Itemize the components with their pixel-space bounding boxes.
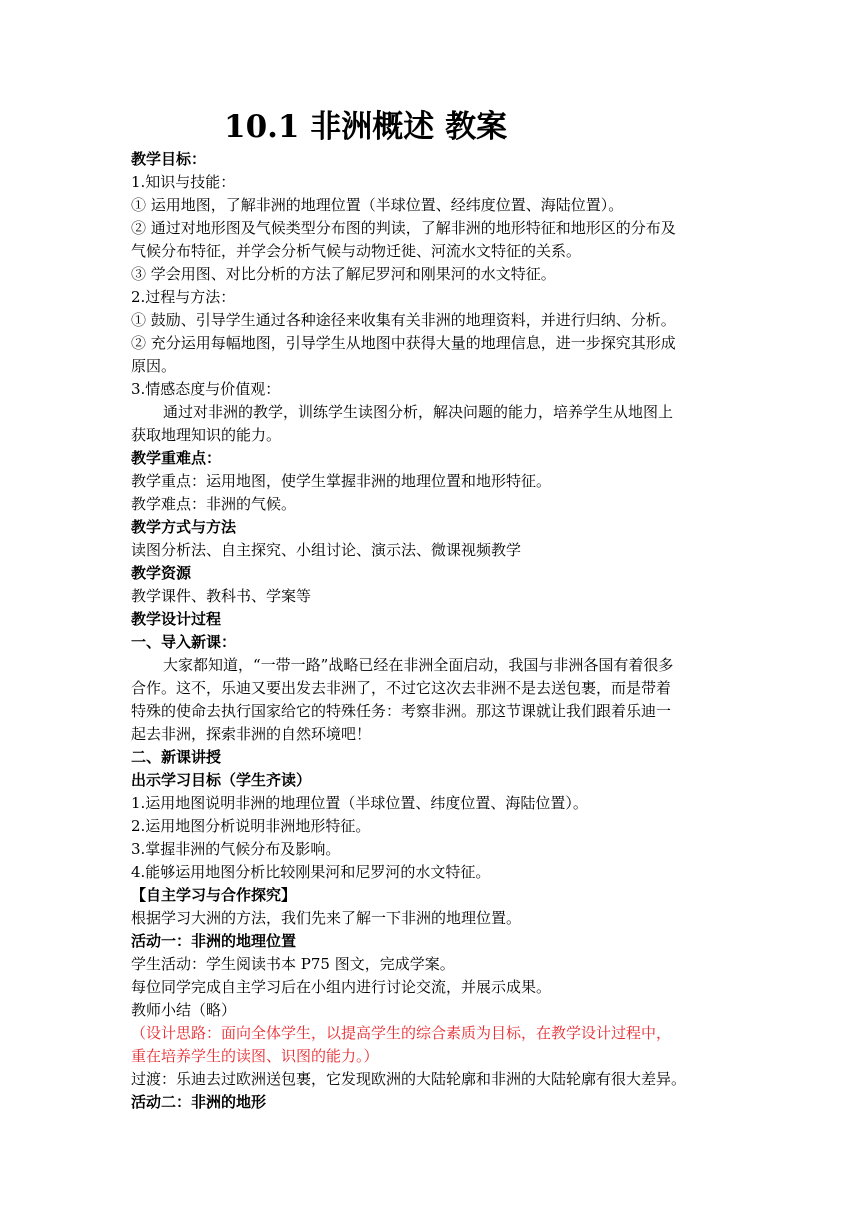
text-line: 过渡：乐迪去过欧洲送包裹，它发现欧洲的大陆轮廓和非洲的大陆轮廓有很大差异。 [131, 1070, 687, 1088]
section-heading: 教学资源 [131, 564, 192, 582]
text-line: 读图分析法、自主探究、小组讨论、演示法、微课视频教学 [131, 541, 522, 559]
text-line: 2.运用地图分析说明非洲地形特征。 [131, 817, 371, 835]
text-line: （设计思路：面向全体学生，以提高学生的综合素质为目标，在教学设计过程中， [131, 1024, 672, 1042]
text-line: ② 充分运用每幅地图，引导学生从地图中获得大量的地理信息，进一步探究其形成 [131, 334, 676, 352]
text-line: 重在培养学生的读图、识图的能力。） [131, 1047, 379, 1065]
document-title: 10.1 非洲概述 教案 [224, 109, 508, 145]
text-line: ② 通过对地形图及气候类型分布图的判读，了解非洲的地形特征和地形区的分布及 [131, 219, 676, 237]
section-heading: 教学方式与方法 [131, 518, 237, 536]
section-heading: 教学重难点： [131, 449, 222, 467]
text-line: 2.过程与方法： [131, 288, 236, 306]
text-line: 3.情感态度与价值观： [131, 380, 281, 398]
section-heading: 一、导入新课： [131, 633, 237, 651]
text-line: 合作。这不，乐迪又要出发去非洲了，不过它这次去非洲不是去送包裹，而是带着 [131, 679, 672, 697]
text-line: 1.运用地图说明非洲的地理位置（半球位置、纬度位置、海陆位置）。 [131, 794, 588, 812]
text-line: ③ 学会用图、对比分析的方法了解尼罗河和刚果河的水文特征。 [131, 265, 556, 283]
text-line: 大家都知道，“一带一路”战略已经在非洲全面启动，我国与非洲各国有着很多 [163, 656, 674, 674]
text-line: 学生活动：学生阅读书本 P75 图文，完成学案。 [131, 955, 455, 973]
text-line: ① 运用地图，了解非洲的地理位置（半球位置、经纬度位置、海陆位置）。 [131, 196, 624, 214]
text-line: 教学难点：非洲的气候。 [131, 495, 297, 513]
text-line: 1.知识与技能： [131, 173, 236, 191]
text-line: 原因。 [131, 357, 177, 375]
text-line: 每位同学完成自主学习后在小组内进行讨论交流，并展示成果。 [131, 978, 552, 996]
document-body [131, 148, 767, 1114]
text-line: 教学重点：运用地图，使学生掌握非洲的地理位置和地形特征。 [131, 472, 552, 490]
section-heading: 活动二：非洲的地形 [131, 1093, 267, 1111]
text-line: 起去非洲，探索非洲的自然环境吧！ [131, 725, 372, 743]
text-line: 3.掌握非洲的气候分布及影响。 [131, 840, 341, 858]
section-heading: 出示学习目标（学生齐读） [131, 771, 312, 789]
section-heading: 教学设计过程 [131, 610, 222, 628]
section-heading: 【自主学习与合作探究】 [131, 886, 297, 904]
text-line: 4.能够运用地图分析比较刚果河和尼罗河的水文特征。 [131, 863, 491, 881]
text-line: 通过对非洲的教学，训练学生读图分析，解决问题的能力，培养学生从地图上 [163, 403, 674, 421]
section-heading: 教学目标： [131, 150, 207, 168]
text-line: 特殊的使命去执行国家给它的特殊任务：考察非洲。那这节课就让我们跟着乐迪一 [131, 702, 672, 720]
text-line: 获取地理知识的能力。 [131, 426, 282, 444]
text-line: 根据学习大洲的方法，我们先来了解一下非洲的地理位置。 [131, 909, 522, 927]
section-heading: 活动一：非洲的地理位置 [131, 932, 297, 950]
text-line: 教学课件、教科书、学案等 [131, 587, 312, 605]
text-line: 教师小结（略） [131, 1001, 237, 1019]
section-heading: 二、新课讲授 [131, 748, 222, 766]
text-line: ① 鼓励、引导学生通过各种途径来收集有关非洲的地理资料，并进行归纳、分析。 [131, 311, 676, 329]
text-line: 气候分布特征，并学会分析气候与动物迁徙、河流水文特征的关系。 [131, 242, 582, 260]
